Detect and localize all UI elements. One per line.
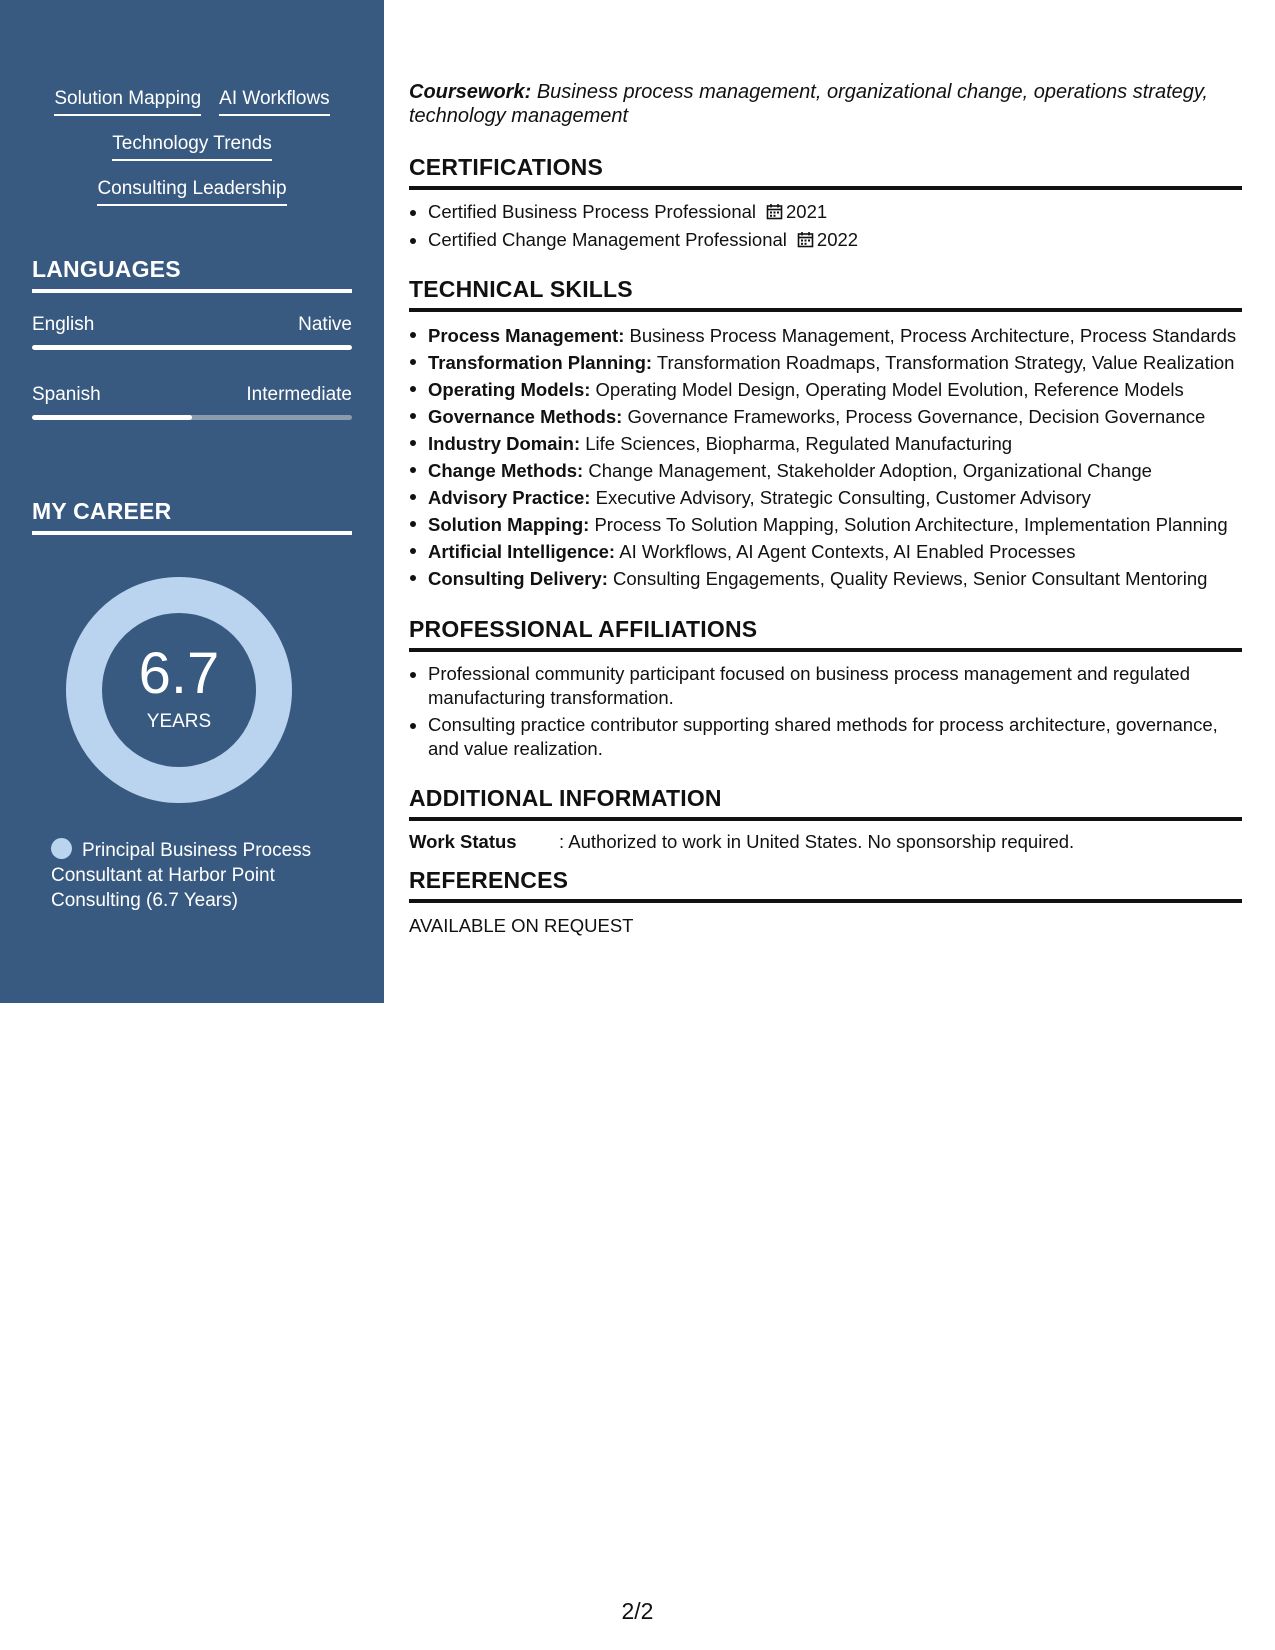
skill-item bbox=[409, 430, 1242, 457]
tag-ai-workflows[interactable]: AI Workflows bbox=[219, 86, 330, 116]
career-item-text: Principal Business Process Consultant at Harbor Point Consulting (6.7 Years) bbox=[51, 840, 312, 911]
skill-label: Solution Mapping: bbox=[428, 514, 590, 535]
calendar-icon bbox=[766, 203, 783, 220]
skill-text: Process To Solution Mapping, Solution Architecture, Implementation Planning bbox=[594, 514, 1228, 535]
main-content bbox=[409, 80, 1242, 937]
additional-info-heading: ADDITIONAL INFORMATION bbox=[409, 785, 1242, 821]
skill-label: Artificial Intelligence: bbox=[428, 541, 616, 562]
skill-text: Change Management, Stakeholder Adoption, Organizational Change bbox=[588, 460, 1152, 481]
career-item bbox=[51, 838, 341, 913]
skill-text: Transformation Roadmaps, Transformation Strategy, Value Realization bbox=[656, 352, 1235, 373]
language-row-english bbox=[32, 314, 352, 336]
affiliation-item: Consulting practice contributor supporting shared methods for process architecture, governance, and value realization. bbox=[409, 713, 1242, 761]
references-text: AVAILABLE ON REQUEST bbox=[409, 915, 634, 936]
skill-item bbox=[409, 322, 1242, 349]
skill-text: Operating Model Design, Operating Model Evolution, Reference Models bbox=[595, 379, 1184, 400]
skill-item bbox=[409, 376, 1242, 403]
affiliation-item: Professional community participant focused on business process management and regulated manufacturing transformation. bbox=[409, 662, 1242, 710]
skill-item bbox=[409, 511, 1242, 538]
tag-consulting-leadership[interactable]: Consulting Leadership bbox=[97, 176, 286, 206]
skill-item bbox=[409, 538, 1242, 565]
skill-label: Consulting Delivery: bbox=[428, 568, 608, 589]
career-dot-icon bbox=[51, 838, 72, 859]
page-number: 2/2 bbox=[621, 1598, 654, 1624]
skill-text: AI Workflows, AI Agent Contexts, AI Enabled Processes bbox=[619, 541, 1076, 562]
languages-heading: LANGUAGES bbox=[32, 256, 352, 293]
language-row-spanish bbox=[32, 384, 352, 406]
technical-skills-heading: TECHNICAL SKILLS bbox=[409, 276, 1242, 312]
skill-item bbox=[409, 565, 1242, 592]
skill-tags bbox=[32, 86, 352, 221]
calendar-icon bbox=[797, 231, 814, 248]
skill-item bbox=[409, 349, 1242, 376]
skill-item bbox=[409, 484, 1242, 511]
affiliations-heading: PROFESSIONAL AFFILIATIONS bbox=[409, 616, 1242, 652]
skill-label: Operating Models: bbox=[428, 379, 591, 400]
work-status-row bbox=[409, 831, 1242, 853]
skill-label: Process Management: bbox=[428, 325, 625, 346]
tag-row bbox=[32, 86, 352, 131]
technical-skills-list bbox=[409, 322, 1242, 592]
language-bar-fill bbox=[32, 415, 192, 420]
certification-name: Certified Change Management Professional bbox=[428, 229, 787, 250]
coursework-label: Coursework: bbox=[409, 81, 532, 103]
career-heading: MY CAREER bbox=[32, 498, 352, 535]
skill-text: Life Sciences, Biopharma, Regulated Manufacturing bbox=[585, 433, 1013, 454]
skill-label: Transformation Planning: bbox=[428, 352, 653, 373]
language-bar-fill bbox=[32, 345, 352, 350]
sidebar bbox=[0, 0, 384, 1003]
skill-label: Industry Domain: bbox=[428, 433, 581, 454]
certification-year: 2021 bbox=[786, 201, 828, 222]
tag-technology-trends[interactable]: Technology Trends bbox=[112, 131, 272, 161]
years-label: YEARS bbox=[146, 711, 212, 732]
years-value: 6.7 bbox=[138, 641, 220, 706]
skill-label: Change Methods: bbox=[428, 460, 584, 481]
work-status-label: Work Status bbox=[409, 831, 517, 852]
language-name: Spanish bbox=[32, 384, 101, 405]
tag-row bbox=[32, 131, 352, 176]
coursework-text: Business process management, organizational change, operations strategy, technology management bbox=[409, 81, 1208, 127]
language-name: English bbox=[32, 314, 95, 335]
certifications-heading: CERTIFICATIONS bbox=[409, 154, 1242, 190]
certification-name: Certified Business Process Professional bbox=[428, 201, 757, 222]
tag-solution-mapping[interactable]: Solution Mapping bbox=[54, 86, 201, 116]
language-bar-spanish bbox=[32, 415, 352, 420]
certification-year: 2022 bbox=[816, 229, 859, 250]
work-status-value: : Authorized to work in United States. No sponsorship required. bbox=[559, 831, 1075, 852]
skill-item bbox=[409, 457, 1242, 484]
tag-row bbox=[32, 176, 352, 221]
skill-text: Consulting Engagements, Quality Reviews, Senior Consultant Mentoring bbox=[613, 568, 1208, 589]
skill-text: Executive Advisory, Strategic Consulting, Customer Advisory bbox=[595, 487, 1091, 508]
skill-text: Business Process Management, Process Architecture, Process Standards bbox=[629, 325, 1237, 346]
skill-label: Advisory Practice: bbox=[428, 487, 591, 508]
certifications-list bbox=[409, 200, 1242, 252]
skill-text: Governance Frameworks, Process Governance, Decision Governance bbox=[627, 406, 1206, 427]
coursework bbox=[409, 80, 1242, 128]
language-level: Intermediate bbox=[246, 384, 352, 405]
skill-label: Governance Methods: bbox=[428, 406, 623, 427]
references-heading: REFERENCES bbox=[409, 867, 1242, 903]
certification-item bbox=[409, 200, 1242, 224]
certification-item bbox=[409, 228, 1242, 252]
affiliations-list bbox=[409, 662, 1242, 761]
language-bar-english bbox=[32, 345, 352, 350]
skill-item bbox=[409, 403, 1242, 430]
language-level: Native bbox=[298, 314, 352, 335]
